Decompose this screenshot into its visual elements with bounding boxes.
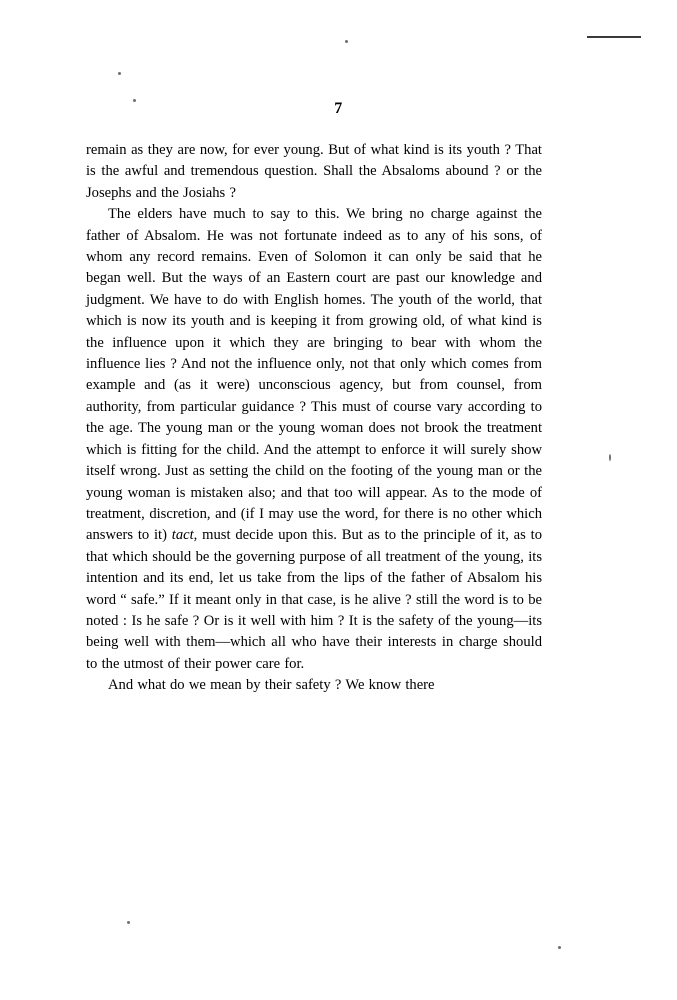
scan-speck <box>558 946 561 949</box>
paragraph-text: The elders have much to say to this. We bring no charge against the father of Absalom. He was not fortunate indeed as to any of his sons, of whom any record remains. Even of Solomon it can only be said that he began well. But the ways of an Eastern court are past our knowledge and judgment. We have to do with English homes. The youth of the world, that which is now its youth and is keeping it from growing old, of what kind is the influence upon it which they are bringing to bear with whom the influence lies ? And not the influence only, not that only which comes from example and (as it were) unconscious agency, but from counsel, from authority, from particular guidance ? This must of course vary according to the age. The young man or the young woman does not brook the treatment which is fitting for the child. And the attempt to enforce it will surely show itself wrong. Just as setting the child on the footing of the young man or the young woman is mistaken also; and that too will appear. As to the mode of treatment, discretion, and (if I may use the word, for there is no other which answers to it) tact, must decide upon this. But as to the principle of it, as to that which should be the governing purpose of all treatment of the young, its intention and its end, let us take from the lips of the father of Absalom his word “ safe.” If it meant only in that case, is he alive ? still the word is to be noted : Is he safe ? Or is it well with him ? It is the safety of the young—its being well with them—which all who have their interests in charge should to the utmost of their power care for. <box>86 206 542 672</box>
paragraph: remain as they are now, for ever young. But of what kind is its youth ? That is the awful and tremendous question. Shall the Absaloms abound ? or the Josephs and the Josiahs ? <box>86 142 542 201</box>
body-text <box>86 140 542 697</box>
scan-speck <box>609 454 611 461</box>
paragraph <box>86 204 542 675</box>
margin-rule-mark <box>587 36 641 38</box>
scan-speck <box>127 921 130 924</box>
scan-speck <box>118 72 121 75</box>
scan-speck <box>345 40 348 43</box>
page-number: 7 <box>334 100 343 117</box>
paragraph: And what do we mean by their safety ? We know there <box>108 677 435 694</box>
